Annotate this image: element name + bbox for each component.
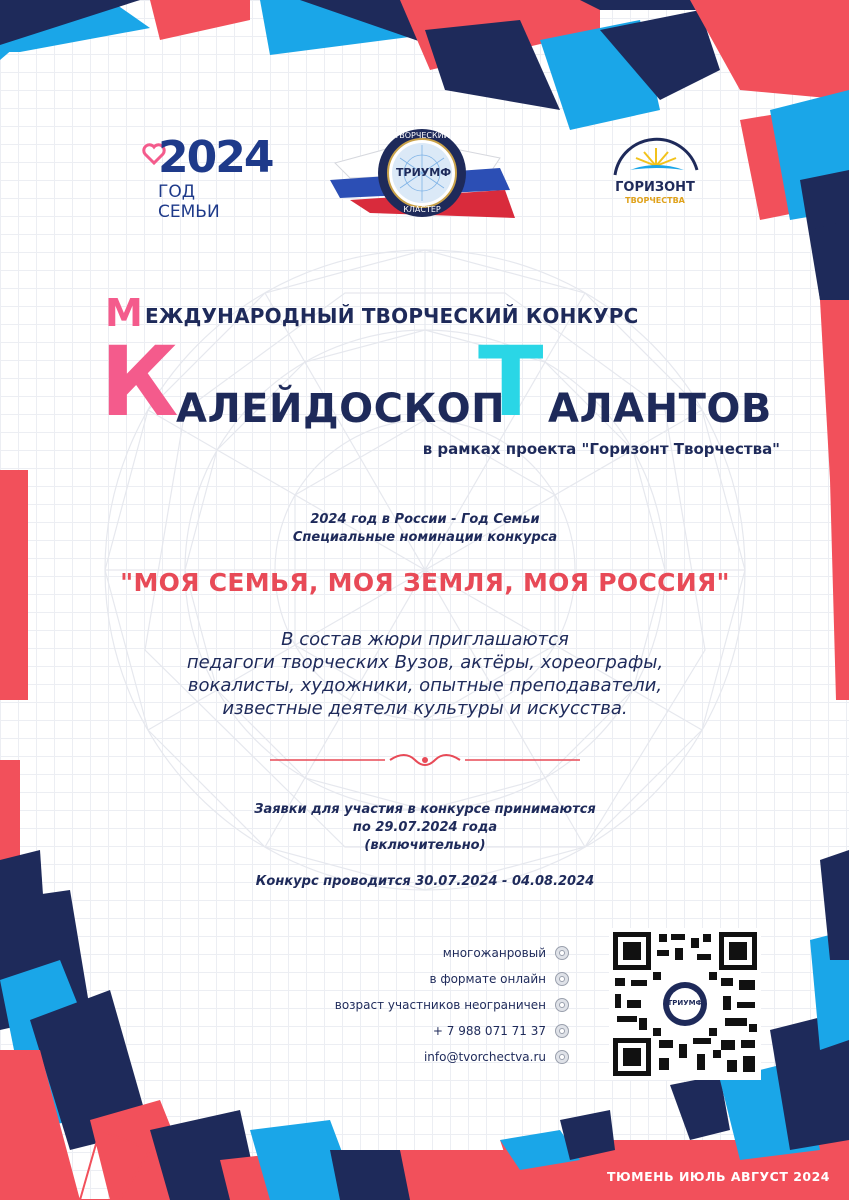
footer-location-dates: ТЮМЕНЬ ИЮЛЬ АВГУСТ 2024 <box>606 1169 830 1184</box>
contest-name <box>100 326 772 440</box>
feature-item <box>290 968 570 994</box>
triumf-name: ТРИУМФ <box>396 166 452 179</box>
project-subtitle: в рамках проекта "Горизонт Творчества" <box>422 440 780 458</box>
jury-line: известные деятели культуры и искусства. <box>222 698 628 719</box>
title-initial-t: Т <box>478 326 544 438</box>
gear-icon <box>554 1049 570 1065</box>
jury-description <box>110 628 740 720</box>
horizont-subtitle: ТВОРЧЕСТВА <box>625 196 685 205</box>
triumf-logo <box>330 118 520 228</box>
feature-text: многожанровый <box>442 946 546 960</box>
special-nomination-slogan: "МОЯ СЕМЬЯ, МОЯ ЗЕМЛЯ, МОЯ РОССИЯ" <box>120 568 730 597</box>
feature-item <box>290 1046 570 1072</box>
year-of-family-logo <box>140 132 273 222</box>
jury-line: В состав жюри приглашаются <box>281 629 569 650</box>
applications-deadline: по 29.07.2024 года <box>352 820 498 835</box>
heading-initial-m: М <box>105 291 143 335</box>
year-caption: ГОД СЕМЬИ <box>158 182 220 222</box>
applications-inclusive: (включительно) <box>364 838 486 853</box>
contest-heading <box>105 291 745 335</box>
qr-center-label: ТРИУМФ <box>667 999 703 1007</box>
jury-line: вокалисты, художники, опытные преподаватели, <box>187 675 663 696</box>
feature-text: в формате онлайн <box>429 972 546 986</box>
gear-icon <box>554 1023 570 1039</box>
triumf-ring-top: ТВОРЧЕСКИЙ <box>394 131 450 140</box>
features-list <box>290 942 570 1072</box>
special-nominations-line: Специальные номинации конкурса <box>292 530 558 545</box>
title-word-2: АЛАНТОВ <box>548 386 772 432</box>
qr-code[interactable] <box>609 928 761 1080</box>
contest-type: ЕЖДУНАРОДНЫЙ ТВОРЧЕСКИЙ КОНКУРС <box>145 304 639 328</box>
contest-dates: Конкурс проводится 30.07.2024 - 04.08.2024 <box>255 874 595 889</box>
feature-item <box>290 1020 570 1046</box>
year-of-family-line: 2024 год в России - Год Семьи <box>310 512 540 527</box>
title-word-1: АЛЕЙДОСКОП <box>176 386 506 432</box>
gear-icon <box>554 971 570 987</box>
gear-icon <box>554 945 570 961</box>
year-number: 2024 <box>158 132 273 183</box>
triumf-ring-bottom: КЛАСТЕР <box>403 205 441 214</box>
jury-line: педагоги творческих Вузов, актёры, хореографы, <box>186 652 664 673</box>
feature-item <box>290 994 570 1020</box>
feature-text: возраст участников неограничен <box>334 998 546 1012</box>
feature-item <box>290 942 570 968</box>
feature-phone[interactable]: + 7 988 071 71 37 <box>432 1024 546 1038</box>
horizont-name: ГОРИЗОНТ <box>615 180 695 195</box>
ornament-divider <box>270 748 580 772</box>
gear-icon <box>554 997 570 1013</box>
horizont-logo <box>600 130 710 230</box>
title-initial-k: К <box>100 326 179 438</box>
applications-line-1: Заявки для участия в конкурсе принимаются <box>254 802 596 817</box>
feature-email[interactable]: info@tvorchectva.ru <box>423 1050 546 1064</box>
